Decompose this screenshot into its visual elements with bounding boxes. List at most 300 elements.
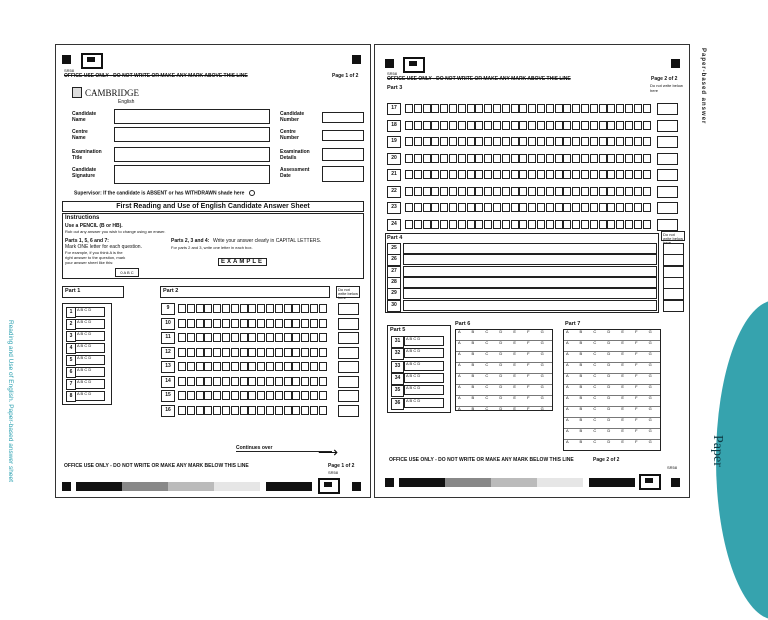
letter-box[interactable] <box>231 319 239 328</box>
letter-box[interactable] <box>625 170 633 179</box>
letter-box[interactable] <box>405 121 413 130</box>
letter-box[interactable] <box>519 154 527 163</box>
letter-box[interactable] <box>502 121 510 130</box>
letter-box[interactable] <box>458 104 466 113</box>
letter-box[interactable] <box>222 362 230 371</box>
letter-box[interactable] <box>607 104 615 113</box>
letter-box[interactable] <box>178 406 186 415</box>
q27-answer-line[interactable] <box>403 266 657 277</box>
letter-box[interactable] <box>607 121 615 130</box>
letter-box[interactable] <box>563 220 571 229</box>
letter-box[interactable] <box>467 137 475 146</box>
letter-box[interactable] <box>475 203 483 212</box>
letter-box[interactable] <box>484 170 492 179</box>
letter-box[interactable] <box>634 137 642 146</box>
letter-box[interactable] <box>231 348 239 357</box>
letter-box[interactable] <box>414 170 422 179</box>
part7-grid[interactable]: A B C D E F G A B C D E F G A B C D E F G A B C D E F G A B C D E F G A B C D E F G A B C D E F G A B C D E F G A B C D E F G A B C D E F G A B C D E F G <box>563 329 661 451</box>
letter-box[interactable] <box>414 203 422 212</box>
letter-box[interactable] <box>537 203 545 212</box>
q19-letter-boxes[interactable] <box>405 137 651 146</box>
q1-options[interactable]: A B C D <box>75 307 105 317</box>
letter-box[interactable] <box>625 220 633 229</box>
letter-box[interactable] <box>440 154 448 163</box>
q30-answer-line[interactable] <box>403 300 657 311</box>
letter-box[interactable] <box>563 121 571 130</box>
letter-box[interactable] <box>643 104 651 113</box>
letter-box[interactable] <box>213 348 221 357</box>
letter-box[interactable] <box>643 187 651 196</box>
letter-box[interactable] <box>511 121 519 130</box>
letter-box[interactable] <box>240 333 248 342</box>
letter-box[interactable] <box>572 121 580 130</box>
letter-box[interactable] <box>213 333 221 342</box>
q31-options[interactable]: A B C D <box>404 336 444 346</box>
letter-box[interactable] <box>231 391 239 400</box>
letter-box[interactable] <box>484 121 492 130</box>
letter-box[interactable] <box>634 220 642 229</box>
letter-box[interactable] <box>204 319 212 328</box>
letter-box[interactable] <box>319 304 327 313</box>
letter-box[interactable] <box>213 362 221 371</box>
exam-details-field[interactable] <box>322 148 364 161</box>
letter-box[interactable] <box>563 154 571 163</box>
letter-box[interactable] <box>572 187 580 196</box>
letter-box[interactable] <box>555 220 563 229</box>
letter-box[interactable] <box>266 406 274 415</box>
letter-box[interactable] <box>546 220 554 229</box>
candidate-number-field[interactable] <box>322 112 364 123</box>
q29-answer-line[interactable] <box>403 288 657 299</box>
letter-box[interactable] <box>581 170 589 179</box>
letter-box[interactable] <box>537 121 545 130</box>
letter-box[interactable] <box>572 170 580 179</box>
letter-box[interactable] <box>634 121 642 130</box>
letter-box[interactable] <box>643 137 651 146</box>
q16-letter-boxes[interactable] <box>178 406 328 415</box>
letter-box[interactable] <box>266 333 274 342</box>
letter-box[interactable] <box>440 137 448 146</box>
letter-box[interactable] <box>546 187 554 196</box>
letter-box[interactable] <box>310 391 318 400</box>
letter-box[interactable] <box>319 362 327 371</box>
letter-box[interactable] <box>616 187 624 196</box>
q7-options[interactable]: A B C D <box>75 379 105 389</box>
q10-letter-boxes[interactable] <box>178 319 328 328</box>
letter-box[interactable] <box>423 220 431 229</box>
letter-box[interactable] <box>423 203 431 212</box>
letter-box[interactable] <box>537 104 545 113</box>
letter-box[interactable] <box>284 391 292 400</box>
letter-box[interactable] <box>196 333 204 342</box>
letter-box[interactable] <box>467 220 475 229</box>
letter-box[interactable] <box>555 203 563 212</box>
letter-box[interactable] <box>467 154 475 163</box>
letter-box[interactable] <box>431 220 439 229</box>
letter-box[interactable] <box>607 154 615 163</box>
letter-box[interactable] <box>213 406 221 415</box>
q12-letter-boxes[interactable] <box>178 348 328 357</box>
letter-box[interactable] <box>493 121 501 130</box>
letter-box[interactable] <box>275 304 283 313</box>
letter-box[interactable] <box>528 220 536 229</box>
letter-box[interactable] <box>581 203 589 212</box>
letter-box[interactable] <box>301 377 309 386</box>
letter-box[interactable] <box>231 304 239 313</box>
letter-box[interactable] <box>616 170 624 179</box>
letter-box[interactable] <box>449 187 457 196</box>
letter-box[interactable] <box>231 333 239 342</box>
letter-box[interactable] <box>405 154 413 163</box>
letter-box[interactable] <box>546 137 554 146</box>
letter-box[interactable] <box>431 104 439 113</box>
letter-box[interactable] <box>248 348 256 357</box>
letter-box[interactable] <box>204 391 212 400</box>
letter-box[interactable] <box>222 377 230 386</box>
letter-box[interactable] <box>467 170 475 179</box>
letter-box[interactable] <box>537 187 545 196</box>
letter-box[interactable] <box>519 170 527 179</box>
letter-box[interactable] <box>405 104 413 113</box>
letter-box[interactable] <box>625 187 633 196</box>
letter-box[interactable] <box>301 319 309 328</box>
letter-box[interactable] <box>196 304 204 313</box>
letter-box[interactable] <box>599 170 607 179</box>
letter-box[interactable] <box>625 203 633 212</box>
q13-letter-boxes[interactable] <box>178 362 328 371</box>
letter-box[interactable] <box>572 154 580 163</box>
letter-box[interactable] <box>599 220 607 229</box>
q35-options[interactable]: A B C D <box>404 385 444 395</box>
q23-letter-boxes[interactable] <box>405 203 651 212</box>
letter-box[interactable] <box>555 121 563 130</box>
letter-box[interactable] <box>634 203 642 212</box>
letter-box[interactable] <box>511 170 519 179</box>
letter-box[interactable] <box>572 203 580 212</box>
letter-box[interactable] <box>440 220 448 229</box>
letter-box[interactable] <box>616 220 624 229</box>
letter-box[interactable] <box>431 137 439 146</box>
letter-box[interactable] <box>423 154 431 163</box>
letter-box[interactable] <box>546 121 554 130</box>
letter-box[interactable] <box>319 377 327 386</box>
letter-box[interactable] <box>634 104 642 113</box>
q5-options[interactable]: A B C D <box>75 355 105 365</box>
letter-box[interactable] <box>414 104 422 113</box>
letter-box[interactable] <box>607 170 615 179</box>
letter-box[interactable] <box>275 406 283 415</box>
letter-box[interactable] <box>275 362 283 371</box>
letter-box[interactable] <box>625 154 633 163</box>
q11-letter-boxes[interactable] <box>178 333 328 342</box>
letter-box[interactable] <box>414 154 422 163</box>
letter-box[interactable] <box>475 220 483 229</box>
q4-options[interactable]: A B C D <box>75 343 105 353</box>
letter-box[interactable] <box>310 333 318 342</box>
letter-box[interactable] <box>440 104 448 113</box>
letter-box[interactable] <box>625 121 633 130</box>
letter-box[interactable] <box>292 319 300 328</box>
letter-box[interactable] <box>502 187 510 196</box>
letter-box[interactable] <box>581 121 589 130</box>
letter-box[interactable] <box>449 137 457 146</box>
letter-box[interactable] <box>266 319 274 328</box>
letter-box[interactable] <box>484 154 492 163</box>
letter-box[interactable] <box>405 137 413 146</box>
letter-box[interactable] <box>599 137 607 146</box>
letter-box[interactable] <box>222 333 230 342</box>
letter-box[interactable] <box>414 121 422 130</box>
letter-box[interactable] <box>248 391 256 400</box>
letter-box[interactable] <box>607 220 615 229</box>
letter-box[interactable] <box>590 187 598 196</box>
letter-box[interactable] <box>643 203 651 212</box>
absent-bubble[interactable] <box>249 190 255 196</box>
letter-box[interactable] <box>405 220 413 229</box>
letter-box[interactable] <box>643 121 651 130</box>
letter-box[interactable] <box>493 203 501 212</box>
letter-box[interactable] <box>563 170 571 179</box>
signature-field[interactable] <box>114 165 270 184</box>
letter-box[interactable] <box>292 333 300 342</box>
letter-box[interactable] <box>555 154 563 163</box>
letter-box[interactable] <box>599 187 607 196</box>
letter-box[interactable] <box>248 406 256 415</box>
letter-box[interactable] <box>231 377 239 386</box>
part6-grid[interactable]: A B C D E F G A B C D E F G A B C D E F G A B C D E F G A B C D E F G A B C D E F G A B C D E F G A B C D E F G <box>455 329 553 411</box>
letter-box[interactable] <box>616 154 624 163</box>
letter-box[interactable] <box>616 104 624 113</box>
candidate-name-field[interactable] <box>114 109 270 124</box>
letter-box[interactable] <box>222 406 230 415</box>
letter-box[interactable] <box>555 187 563 196</box>
letter-box[interactable] <box>563 187 571 196</box>
letter-box[interactable] <box>178 319 186 328</box>
letter-box[interactable] <box>231 406 239 415</box>
letter-box[interactable] <box>555 170 563 179</box>
letter-box[interactable] <box>204 304 212 313</box>
q28-answer-line[interactable] <box>403 277 657 288</box>
letter-box[interactable] <box>240 406 248 415</box>
letter-box[interactable] <box>292 362 300 371</box>
q26-answer-line[interactable] <box>403 254 657 265</box>
letter-box[interactable] <box>528 154 536 163</box>
letter-box[interactable] <box>493 154 501 163</box>
letter-box[interactable] <box>502 203 510 212</box>
letter-box[interactable] <box>257 406 265 415</box>
letter-box[interactable] <box>284 362 292 371</box>
letter-box[interactable] <box>301 348 309 357</box>
letter-box[interactable] <box>301 391 309 400</box>
q24-letter-boxes[interactable] <box>405 220 651 229</box>
letter-box[interactable] <box>196 391 204 400</box>
letter-box[interactable] <box>475 137 483 146</box>
letter-box[interactable] <box>563 137 571 146</box>
letter-box[interactable] <box>301 362 309 371</box>
letter-box[interactable] <box>563 104 571 113</box>
letter-box[interactable] <box>449 220 457 229</box>
letter-box[interactable] <box>275 377 283 386</box>
letter-box[interactable] <box>607 137 615 146</box>
letter-box[interactable] <box>467 187 475 196</box>
letter-box[interactable] <box>625 104 633 113</box>
letter-box[interactable] <box>292 377 300 386</box>
letter-box[interactable] <box>187 304 195 313</box>
letter-box[interactable] <box>572 104 580 113</box>
letter-box[interactable] <box>414 137 422 146</box>
q8-options[interactable]: A B C D <box>75 391 105 401</box>
letter-box[interactable] <box>590 220 598 229</box>
letter-box[interactable] <box>555 137 563 146</box>
letter-box[interactable] <box>546 170 554 179</box>
letter-box[interactable] <box>204 333 212 342</box>
letter-box[interactable] <box>590 170 598 179</box>
letter-box[interactable] <box>590 121 598 130</box>
letter-box[interactable] <box>414 220 422 229</box>
letter-box[interactable] <box>643 220 651 229</box>
letter-box[interactable] <box>502 104 510 113</box>
letter-box[interactable] <box>196 377 204 386</box>
letter-box[interactable] <box>502 220 510 229</box>
letter-box[interactable] <box>607 187 615 196</box>
q36-options[interactable]: A B C D <box>404 398 444 408</box>
letter-box[interactable] <box>405 187 413 196</box>
letter-box[interactable] <box>546 104 554 113</box>
q15-letter-boxes[interactable] <box>178 391 328 400</box>
letter-box[interactable] <box>275 348 283 357</box>
letter-box[interactable] <box>257 348 265 357</box>
letter-box[interactable] <box>519 203 527 212</box>
letter-box[interactable] <box>634 170 642 179</box>
q3-options[interactable]: A B C D <box>75 331 105 341</box>
letter-box[interactable] <box>292 406 300 415</box>
letter-box[interactable] <box>319 348 327 357</box>
letter-box[interactable] <box>257 377 265 386</box>
letter-box[interactable] <box>204 362 212 371</box>
letter-box[interactable] <box>284 304 292 313</box>
letter-box[interactable] <box>616 121 624 130</box>
letter-box[interactable] <box>405 170 413 179</box>
letter-box[interactable] <box>458 121 466 130</box>
letter-box[interactable] <box>266 377 274 386</box>
letter-box[interactable] <box>248 362 256 371</box>
letter-box[interactable] <box>581 154 589 163</box>
letter-box[interactable] <box>423 170 431 179</box>
letter-box[interactable] <box>511 104 519 113</box>
letter-box[interactable] <box>423 121 431 130</box>
letter-box[interactable] <box>467 121 475 130</box>
q25-answer-line[interactable] <box>403 243 657 254</box>
letter-box[interactable] <box>178 348 186 357</box>
letter-box[interactable] <box>458 137 466 146</box>
q34-options[interactable]: A B C D <box>404 373 444 383</box>
letter-box[interactable] <box>178 391 186 400</box>
letter-box[interactable] <box>528 104 536 113</box>
letter-box[interactable] <box>590 104 598 113</box>
letter-box[interactable] <box>196 348 204 357</box>
q20-letter-boxes[interactable] <box>405 154 651 163</box>
letter-box[interactable] <box>284 348 292 357</box>
letter-box[interactable] <box>581 187 589 196</box>
letter-box[interactable] <box>493 187 501 196</box>
letter-box[interactable] <box>196 362 204 371</box>
letter-box[interactable] <box>187 406 195 415</box>
letter-box[interactable] <box>284 333 292 342</box>
letter-box[interactable] <box>257 304 265 313</box>
letter-box[interactable] <box>423 104 431 113</box>
letter-box[interactable] <box>213 304 221 313</box>
q21-letter-boxes[interactable] <box>405 170 651 179</box>
q18-letter-boxes[interactable] <box>405 121 651 130</box>
letter-box[interactable] <box>502 170 510 179</box>
letter-box[interactable] <box>634 187 642 196</box>
letter-box[interactable] <box>475 121 483 130</box>
letter-box[interactable] <box>319 406 327 415</box>
letter-box[interactable] <box>187 333 195 342</box>
letter-box[interactable] <box>204 348 212 357</box>
letter-box[interactable] <box>240 362 248 371</box>
letter-box[interactable] <box>222 348 230 357</box>
letter-box[interactable] <box>266 391 274 400</box>
letter-box[interactable] <box>511 187 519 196</box>
letter-box[interactable] <box>319 333 327 342</box>
letter-box[interactable] <box>222 304 230 313</box>
letter-box[interactable] <box>231 362 239 371</box>
letter-box[interactable] <box>423 137 431 146</box>
letter-box[interactable] <box>643 170 651 179</box>
letter-box[interactable] <box>599 104 607 113</box>
letter-box[interactable] <box>431 187 439 196</box>
letter-box[interactable] <box>423 187 431 196</box>
letter-box[interactable] <box>528 137 536 146</box>
letter-box[interactable] <box>240 391 248 400</box>
letter-box[interactable] <box>590 137 598 146</box>
letter-box[interactable] <box>546 203 554 212</box>
letter-box[interactable] <box>493 220 501 229</box>
letter-box[interactable] <box>266 362 274 371</box>
letter-box[interactable] <box>310 406 318 415</box>
letter-box[interactable] <box>475 104 483 113</box>
letter-box[interactable] <box>502 137 510 146</box>
letter-box[interactable] <box>449 170 457 179</box>
letter-box[interactable] <box>511 203 519 212</box>
letter-box[interactable] <box>519 104 527 113</box>
letter-box[interactable] <box>563 203 571 212</box>
q33-options[interactable]: A B C D <box>404 361 444 371</box>
q32-options[interactable]: A B C D <box>404 348 444 358</box>
letter-box[interactable] <box>458 170 466 179</box>
letter-box[interactable] <box>537 154 545 163</box>
letter-box[interactable] <box>625 137 633 146</box>
letter-box[interactable] <box>187 348 195 357</box>
letter-box[interactable] <box>292 304 300 313</box>
q14-letter-boxes[interactable] <box>178 377 328 386</box>
letter-box[interactable] <box>266 348 274 357</box>
letter-box[interactable] <box>187 391 195 400</box>
letter-box[interactable] <box>292 348 300 357</box>
letter-box[interactable] <box>257 391 265 400</box>
letter-box[interactable] <box>590 154 598 163</box>
letter-box[interactable] <box>537 137 545 146</box>
letter-box[interactable] <box>519 121 527 130</box>
letter-box[interactable] <box>213 391 221 400</box>
letter-box[interactable] <box>284 377 292 386</box>
letter-box[interactable] <box>196 406 204 415</box>
letter-box[interactable] <box>240 348 248 357</box>
letter-box[interactable] <box>484 187 492 196</box>
letter-box[interactable] <box>511 154 519 163</box>
letter-box[interactable] <box>484 137 492 146</box>
